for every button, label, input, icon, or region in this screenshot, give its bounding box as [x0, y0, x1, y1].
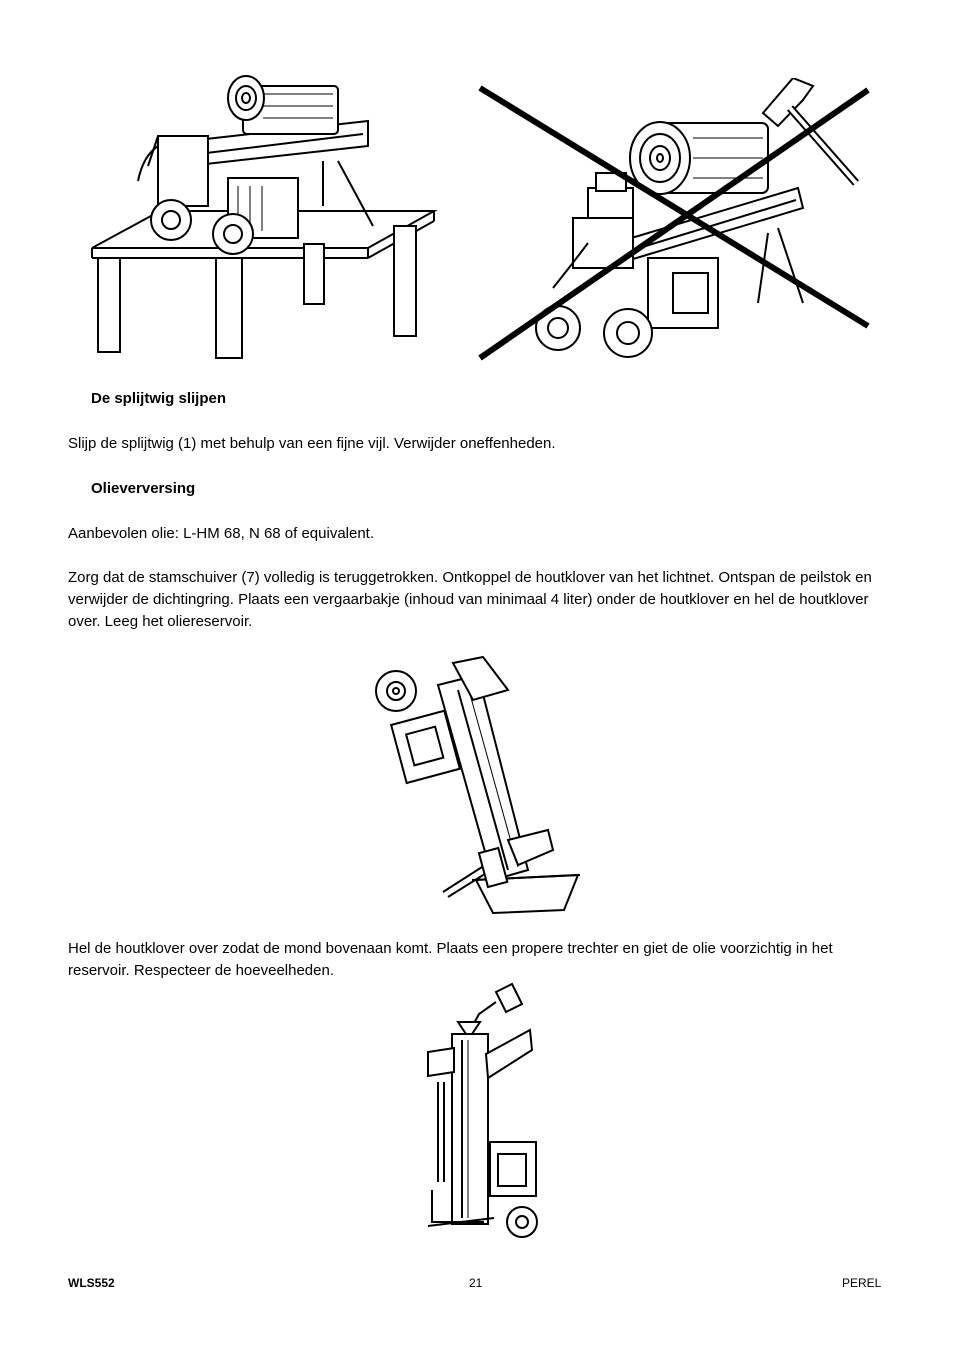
heading-sharpen: De splijtwig slijpen [91, 390, 227, 407]
paragraph-sharpen: Slijp de splijtwig (1) met behulp van een fijne vijl. Verwijder oneffenheden. [68, 435, 556, 452]
figure-splitter-on-table [68, 66, 440, 362]
figure-splitter-prohibited [478, 78, 872, 364]
footer-brand: PEREL [842, 1276, 882, 1290]
paragraph-oil-recommended: Aanbevolen olie: L-HM 68, N 68 of equivalent. [68, 525, 375, 542]
footer-model: WLS552 [68, 1276, 115, 1290]
footer-page-number: 21 [469, 1276, 483, 1290]
paragraph-oil-drain: Zorg dat de stamschuiver (7) volledig is teruggetrokken. Ontkoppel de houtklover van het lichtnet. Ontspan de peilstok en verwijder de dichtingring. Plaats een vergaarbakje (inhoud van minimaal 4 liter) onder de houtklover en hel de houtklover over. Leeg het oliereservoir. [68, 569, 872, 630]
figure-drain-oil [368, 655, 583, 917]
heading-oil-change: Olieverversing [91, 480, 196, 497]
figure-fill-oil [424, 982, 542, 1244]
paragraph-oil-fill: Hel de houtklover over zodat de mond bovenaan komt. Plaats een propere trechter en giet de olie voorzichtig in het reservoir. Respecteer de hoeveelheden. [68, 940, 833, 979]
